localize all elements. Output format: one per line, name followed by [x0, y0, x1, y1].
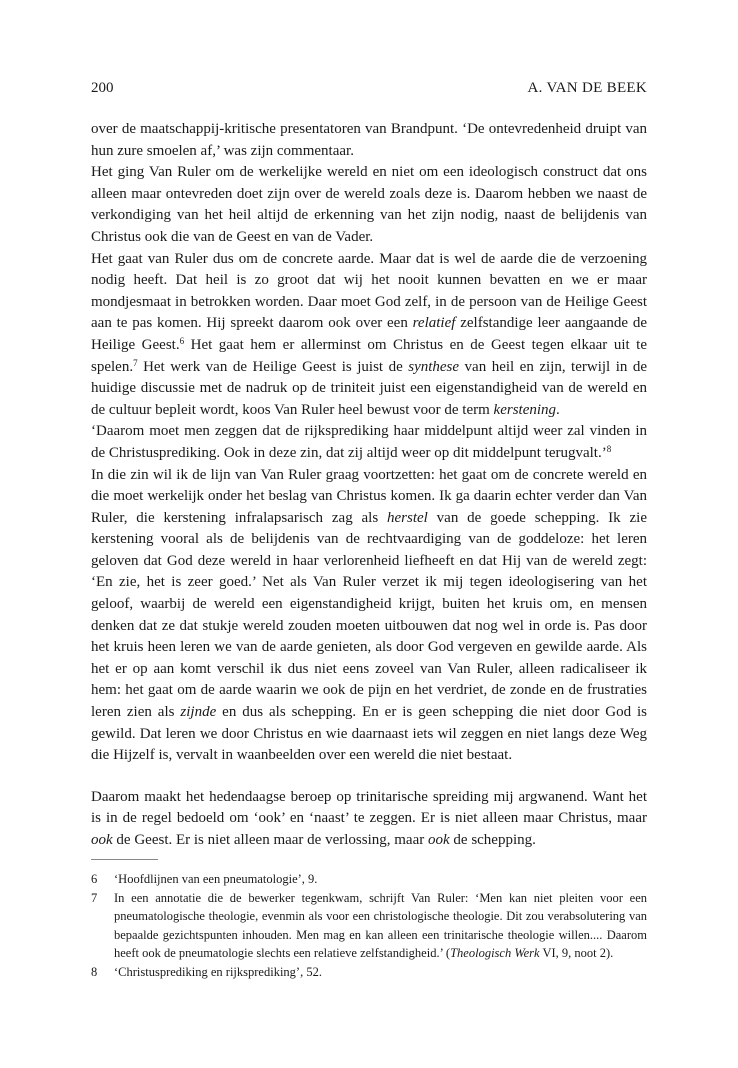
main-text — [91, 119, 647, 852]
running-head: A. VAN DE BEEK — [527, 80, 647, 96]
paragraph — [91, 119, 647, 162]
text-run: de Geest. Er is niet alleen maar de verlossing, maar — [112, 832, 428, 848]
text-run: ‘Hoofdlijnen van een pneumatologie’, 9. — [114, 872, 318, 886]
footnote-ref: 7 — [133, 357, 138, 368]
paragraph — [91, 465, 647, 767]
text-run: Het gaat hem er allerminst om Christus en de Geest tegen elkaar uit te spelen. — [91, 336, 648, 375]
text-run: Het werk van de Heilige Geest is juist de — [137, 358, 409, 375]
text-run: . — [556, 401, 560, 418]
footnote — [91, 889, 647, 963]
footnotes — [91, 870, 647, 982]
text-run: Daarom maakt het hedendaagse beroep op trinitarische spreiding mij argwanend. Want het is in de regel bedoeld om ‘ook’ en ‘naast’ te zeggen. Er is niet alleen maar Christus, maar — [91, 788, 647, 827]
footnote-ref: 6 — [179, 335, 185, 346]
italic-text: ook — [91, 832, 113, 848]
text-run: over de maatschappij-kritische presentatoren van Brandpunt. ‘De ontevredenheid druipt van hun zure smoelen af,’ was zijn commentaar. — [91, 121, 647, 159]
page-header — [91, 80, 647, 102]
italic-text: Theologisch Werk — [450, 946, 540, 961]
italic-text: synthese — [408, 358, 460, 375]
text-run: zelfstandige leer aangaande de Heilige Geest. — [91, 315, 648, 353]
italic-text: relatief — [412, 315, 456, 332]
text-run: Het gaat van Ruler dus om de concrete aarde. Maar dat is wel de aarde die de verzoening nodig heeft. Dat heil is zo groot dat wij het nooit kunnen bevatten en we er maar mondjesmaat in betrokken worden. Daar moet God zelf, in de persoon van de Heilige Geest aan te pas komen. Hij spreekt daarom ook over een — [91, 250, 647, 332]
text-run: Het ging Van Ruler om de werkelijke wereld en niet om een ideologisch construct dat ons alleen maar ontevreden doet zijn over de wereld zoals deze is. Daarom hebben we naast de verkondiging van het heil altijd de erkenning van het zijn nodig, naast de belijdenis van Christus ook die van de Geest en van de Vader. — [91, 164, 647, 245]
footnote-separator — [91, 859, 158, 860]
italic-text: zijnde — [180, 704, 217, 721]
footnote-number: 8 — [91, 964, 98, 979]
footnote-ref: 8 — [606, 443, 612, 454]
page-number: 200 — [91, 80, 114, 96]
text-run: VI, 9, noot 2). — [539, 946, 614, 961]
italic-text: kerstening — [493, 401, 557, 418]
text-run: ‘Christusprediking en rijksprediking’, 52. — [114, 964, 322, 979]
text-run: van heil en zijn, terwijl in de huidige discussie met de nadruk op de triniteit juist een eigenstandigheid van de wereld en de cultuur bepleit wordt, koos Van Ruler heel bewust voor de term — [91, 358, 648, 418]
paragraph — [91, 787, 647, 852]
footnote — [91, 963, 647, 982]
footnote-number: 7 — [91, 890, 98, 905]
text-run: In die zin wil ik de lijn van Van Ruler graag voortzetten: het gaat om de concrete wereld en die moet werkelijk onder het beslag van Christus komen. Ik ga daarin echter verder dan Van Ruler, die kerstening infralapsarisch zag als — [91, 466, 647, 526]
paragraph — [91, 421, 647, 464]
text-run: en dus als schepping. En er is geen schepping die niet door God is gewild. Dat leren we door Christus en wie daarnaast iets wil zeggen en niet langs deze Weg die Hijzelf is, vervalt in waanbeelden over een wereld die niet bestaat. — [91, 704, 648, 764]
italic-text: herstel — [387, 509, 428, 526]
italic-text: ook — [427, 832, 450, 848]
text-run: ‘Daarom moet men zeggen dat de rijksprediking haar middelpunt altijd weer zal vinden in de Christusprediking. Ook in deze zin, dat zij altijd weer op dit middelpunt terugvalt.’ — [91, 423, 647, 461]
text-run: In een annotatie die de bewerker tegenkwam, schrijft Van Ruler: ‘Men kan niet pleiten voor een pneumatologische theologie, evenmin als voor een christologische theologie. Dit zou verabsolutering van bepaalde gezichtspunten inhouden. Men mag en kan alleen een trinitarische theologie willen.... Daarom heeft ook de pneumatologie slechts een relatieve zelfstandigheid.’ ( — [114, 890, 647, 961]
text-run: van de goede schepping. Ik zie kerstening vooral als de belijdenis van de rechtvaardiging van de goddeloze: het leren geloven dat God deze wereld in haar verlorenheid liefheeft en dat Hij van de wereld zegt: ‘En zie, het is zeer goed.’ Net als Van Ruler verzet ik mij tegen ideologisering van het geloof, waarbij de wereld een eigenstandigheid krijgt, buiten het kruis om, en mensen denken dat ze dat stukje wereld zouden moeten uitbouwen dat nog wel in orde is. Pas door het kruis heen leren we van de aarde genieten, als door God vergeven en gewilde aarde. Als het er op aan komt verschil ik dus niet eens zoveel van Van Ruler, alleen radicaliseer ik hem: het gaat om de aarde waarin we ook de pijn en het verdriet, de zonde en de frustraties leren zien als — [91, 509, 647, 721]
text-run: de schepping. — [449, 832, 536, 848]
paragraph — [91, 162, 647, 248]
paragraph — [91, 249, 647, 422]
footnote-number: 6 — [91, 872, 98, 886]
footnote — [91, 870, 647, 889]
